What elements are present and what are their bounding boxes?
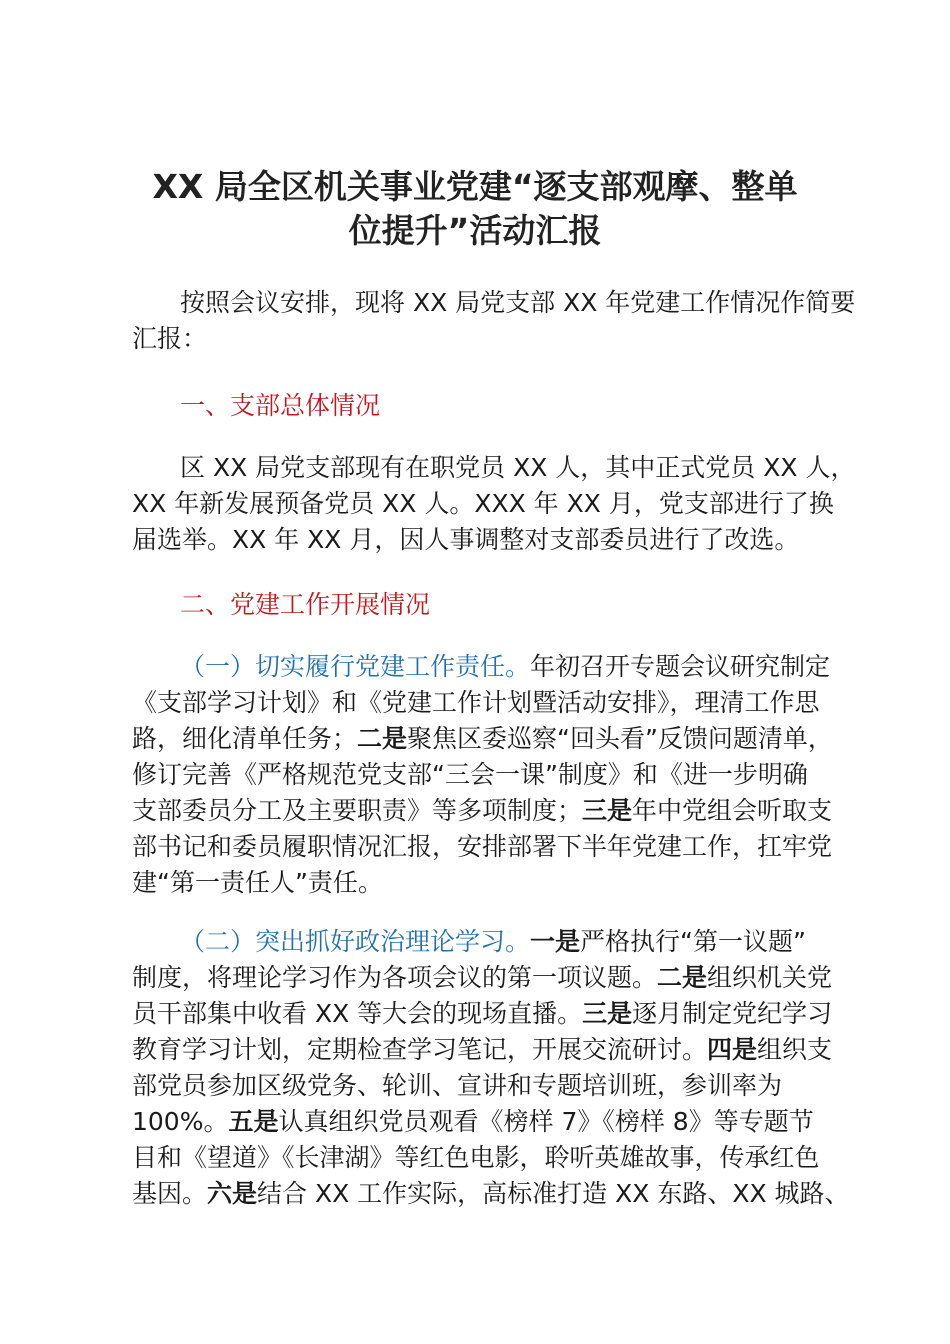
paragraph-line: 部书记和委员履职情况汇报，安排部署下半年党建工作，扛牢党 xyxy=(132,832,833,861)
paragraph-text: 组织机关党 xyxy=(707,963,833,992)
paragraph-text: 年初召开专题会议研究制定 xyxy=(530,652,831,681)
intro-line: 按照会议安排，现将 XX 局党支部 XX 年党建工作情况作简要 xyxy=(180,288,856,317)
paragraph-text: 严格执行“第一议题” xyxy=(580,927,806,956)
section-1-heading: 一、支部总体情况 xyxy=(180,391,381,420)
paragraph-line xyxy=(132,649,852,685)
paragraph-text: 100%。 xyxy=(132,1107,229,1136)
ordinal-bold: 二是 xyxy=(657,963,708,992)
paragraph-text: 组织支 xyxy=(757,1035,833,1064)
paragraph-text: 路，细化清单任务； xyxy=(132,724,358,753)
paragraph-text: 认真组织党员观看《榜样 7》《榜样 8》等专题节 xyxy=(278,1107,814,1136)
paragraph-line xyxy=(132,1176,852,1212)
paragraph-line xyxy=(132,1032,852,1068)
paragraph-line xyxy=(132,996,852,1032)
paragraph-line xyxy=(132,924,852,960)
paragraph-text: 聚焦区委巡察“回头看”反馈问题清单， xyxy=(407,724,833,753)
title-line-1: XX 局全区机关事业党建“逐支部观摩、整单 xyxy=(152,167,798,206)
paragraph-text: 员干部集中收看 XX 等大会的现场直播。 xyxy=(132,999,583,1028)
paragraph-text: 制度，将理论学习作为各项会议的第一项议题。 xyxy=(132,963,658,992)
paragraph-text: 逐月制定党纪学习 xyxy=(632,999,833,1028)
paragraph-line xyxy=(132,1104,852,1140)
paragraph-text: 基因。 xyxy=(132,1179,208,1208)
subheading-2: （二）突出抓好政治理论学习。 xyxy=(180,927,531,956)
paragraph-line: XX 年新发展预备党员 XX 人。XXX 年 XX 月，党支部进行了换 xyxy=(132,489,834,518)
paragraph-line: 《支部学习计划》和《党建工作计划暨活动安排》，理清工作思 xyxy=(132,688,820,717)
paragraph-line: 目和《望道》《长津湖》等红色电影，聆听英雄故事，传承红色 xyxy=(132,1143,820,1172)
paragraph-line xyxy=(132,960,852,996)
paragraph-line xyxy=(132,721,852,757)
paragraph-text: 结合 XX 工作实际，高标准打造 XX 东路、XX 城路、 xyxy=(257,1179,850,1208)
ordinal-bold: 四是 xyxy=(707,1035,758,1064)
section-2-paragraph-1 xyxy=(132,649,852,901)
paragraph-line: 部党员参加区级党务、轮训、宣讲和专题培训班，参训率为 xyxy=(132,1071,783,1100)
ordinal-bold: 六是 xyxy=(207,1179,258,1208)
intro-paragraph xyxy=(132,285,856,357)
subheading-1: （一）切实履行党建工作责任。 xyxy=(180,652,531,681)
ordinal-bold: 三是 xyxy=(582,796,633,825)
paragraph-line xyxy=(132,793,852,829)
intro-line: 汇报： xyxy=(132,324,208,353)
document-title xyxy=(130,165,820,253)
ordinal-bold: 二是 xyxy=(357,724,408,753)
ordinal-bold: 五是 xyxy=(228,1107,279,1136)
paragraph-text: 支部委员分工及主要职责》等多项制度； xyxy=(132,796,583,825)
paragraph-text: 年中党组会听取支 xyxy=(632,796,833,825)
ordinal-bold: 一是 xyxy=(530,927,581,956)
paragraph-line: 区 XX 局党支部现有在职党员 XX 人，其中正式党员 XX 人， xyxy=(180,453,856,482)
section-2-paragraph-2 xyxy=(132,924,852,1212)
title-line-2: 位提升”活动汇报 xyxy=(348,211,602,250)
paragraph-line: 建“第一责任人”责任。 xyxy=(132,868,383,897)
paragraph-line: 修订完善《严格规范党支部“三会一课”制度》和《进一步明确 xyxy=(132,760,808,789)
paragraph-line: 届选举。XX 年 XX 月，因人事调整对支部委员进行了改选。 xyxy=(132,525,800,554)
section-1-paragraph xyxy=(132,450,856,558)
section-2-heading: 二、党建工作开展情况 xyxy=(180,590,431,619)
paragraph-text: 教育学习计划，定期检查学习笔记，开展交流研讨。 xyxy=(132,1035,708,1064)
ordinal-bold: 三是 xyxy=(582,999,633,1028)
